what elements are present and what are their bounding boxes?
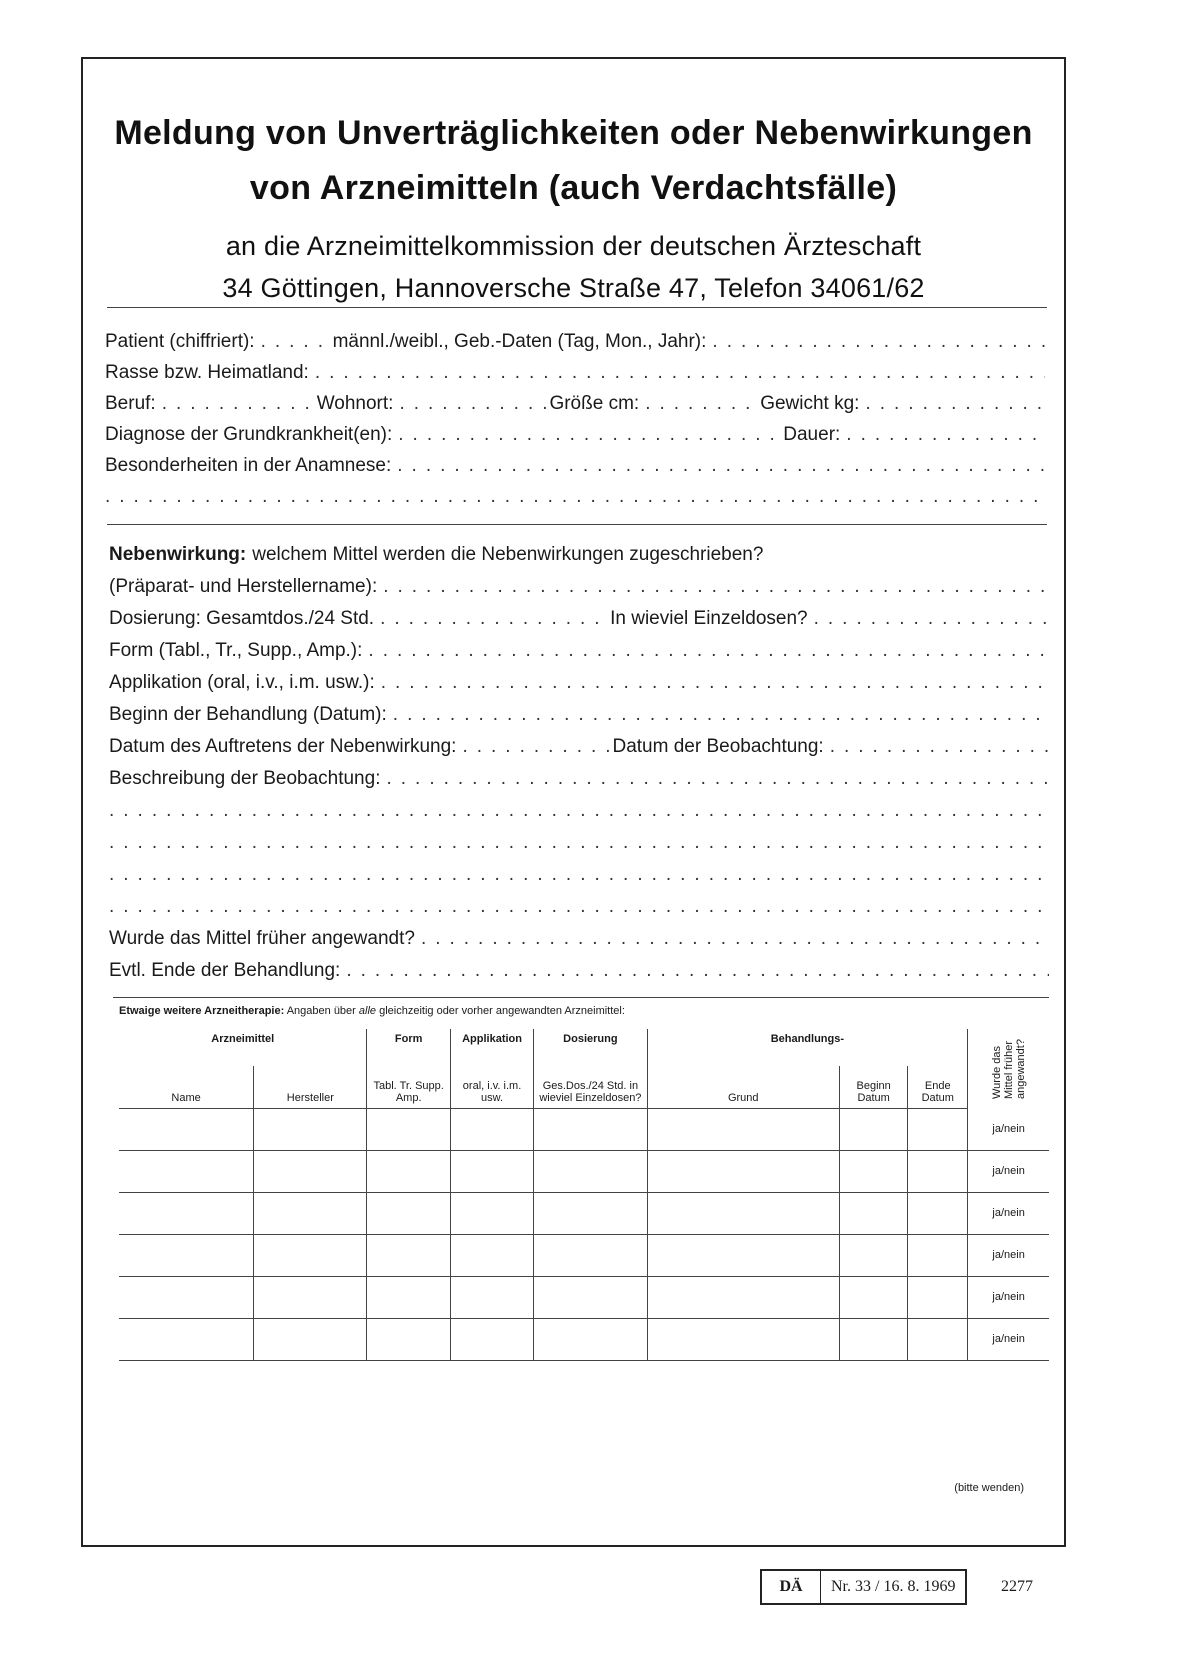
frueher-line	[109, 928, 1049, 958]
journal-abbrev: DÄ	[762, 1571, 821, 1603]
form-cell[interactable]	[367, 1192, 450, 1234]
besonderheiten-label: Besonderheiten in der Anamnese:	[105, 455, 392, 476]
beginn-field[interactable]	[393, 704, 1049, 726]
group-arzneimittel: Arzneimittel	[211, 1033, 275, 1045]
ende-label: Evtl. Ende der Behandlung:	[109, 960, 341, 981]
dob-field[interactable]	[712, 331, 1045, 353]
beginn-cell[interactable]	[839, 1234, 907, 1276]
col-dosierung-title: Dosierung	[563, 1033, 618, 1045]
form-cell[interactable]	[367, 1318, 450, 1360]
sex-dob-label: männl./weibl., Geb.-Daten (Tag, Mon., Jahr):	[332, 331, 707, 352]
rasse-line	[105, 362, 1045, 392]
beobachtung-datum-label: Datum der Beobachtung:	[612, 736, 824, 757]
group-behandlung: Behandlungs-	[770, 1033, 845, 1045]
auftreten-label: Datum des Auftretens der Nebenwirkung:	[109, 736, 457, 757]
diagnose-line	[105, 424, 1045, 454]
page-number: 2277	[1001, 1578, 1033, 1595]
dosierung-cell[interactable]	[534, 1318, 647, 1360]
col-dosierung-sub: Ges.Dos./24 Std. in wieviel Einzeldosen?	[534, 1066, 647, 1109]
ende-line	[109, 960, 1049, 990]
dosierung-cell[interactable]	[534, 1234, 647, 1276]
auftreten-field[interactable]	[462, 736, 612, 758]
dosierung-field[interactable]	[380, 608, 610, 630]
beschreibung-field-4[interactable]	[109, 864, 1049, 886]
form-label: Form (Tabl., Tr., Supp., Amp.):	[109, 640, 363, 661]
form-cell[interactable]	[367, 1234, 450, 1276]
beschreibung-continuation-2	[109, 832, 1049, 862]
beginn-cell[interactable]	[839, 1108, 907, 1150]
praeparat-label: (Präparat- und Herstellername):	[109, 576, 378, 597]
frueher-label: Wurde das Mittel früher angewandt?	[109, 928, 415, 949]
dosierung-label: Dosierung: Gesamtdos./24 Std.	[109, 608, 375, 629]
hersteller-cell[interactable]	[254, 1276, 367, 1318]
beschreibung-label: Beschreibung der Beobachtung:	[109, 768, 381, 789]
ende-cell[interactable]	[908, 1108, 968, 1150]
besonderheiten-field[interactable]	[397, 455, 1045, 477]
ende-cell[interactable]	[908, 1318, 968, 1360]
ja-nein-cell[interactable]: ja/nein	[968, 1108, 1049, 1150]
form-cell[interactable]	[367, 1276, 450, 1318]
col-applikation-sub: oral, i.v. i.m. usw.	[450, 1066, 533, 1109]
applikation-label: Applikation (oral, i.v., i.m. usw.):	[109, 672, 375, 693]
name-cell[interactable]	[119, 1318, 254, 1360]
auftreten-line	[109, 736, 1049, 766]
gewicht-field[interactable]	[865, 393, 1045, 415]
grund-cell[interactable]	[647, 1276, 839, 1318]
groesse-field[interactable]	[645, 393, 760, 415]
beschreibung-continuation-3	[109, 864, 1049, 894]
form-subtitle-line2: 34 Göttingen, Hannoversche Straße 47, Telefon 34061/62	[222, 273, 925, 303]
hersteller-cell[interactable]	[254, 1150, 367, 1192]
nebenwirkung-line	[109, 544, 1049, 574]
wohnort-label: Wohnort:	[316, 393, 394, 414]
grund-cell[interactable]	[647, 1192, 839, 1234]
ja-nein-cell[interactable]: ja/nein	[968, 1150, 1049, 1192]
diagnose-label: Diagnose der Grundkrankheit(en):	[105, 424, 393, 445]
beginn-label: Beginn der Behandlung (Datum):	[109, 704, 387, 725]
header-divider	[107, 307, 1047, 308]
name-cell[interactable]	[119, 1192, 254, 1234]
beschreibung-field-5[interactable]	[109, 896, 1049, 918]
name-cell[interactable]	[119, 1108, 254, 1150]
gewicht-label: Gewicht kg:	[760, 393, 860, 414]
form-cell[interactable]	[367, 1108, 450, 1150]
beruf-field[interactable]	[162, 393, 317, 415]
table-row	[119, 1318, 1049, 1360]
ende-cell[interactable]	[908, 1150, 968, 1192]
nebenwirkung-divider	[113, 997, 1049, 998]
hersteller-cell[interactable]	[254, 1318, 367, 1360]
col-form-title: Form	[394, 1033, 423, 1045]
beschreibung-continuation-4	[109, 896, 1049, 926]
form-subtitle-line1: an die Arzneimittelkommission der deutschen Ärzteschaft	[225, 231, 922, 261]
dauer-label: Dauer:	[783, 424, 841, 445]
wohnort-field[interactable]	[399, 393, 549, 415]
table-row	[119, 1108, 1049, 1150]
dauer-field[interactable]	[846, 424, 1045, 446]
col-hersteller: Hersteller	[254, 1066, 367, 1109]
grund-cell[interactable]	[647, 1108, 839, 1150]
therapy-heading-italic: alle	[358, 1005, 377, 1017]
table-row	[119, 1234, 1049, 1276]
beginn-cell[interactable]	[839, 1192, 907, 1234]
issue-number: Nr. 33 / 16. 8. 1969	[831, 1578, 956, 1595]
beginn-cell[interactable]	[839, 1276, 907, 1318]
table-row	[119, 1192, 1049, 1234]
therapy-table-heading	[119, 1005, 625, 1017]
beruf-label: Beruf:	[105, 393, 156, 414]
grund-cell[interactable]	[647, 1318, 839, 1360]
ja-nein-cell[interactable]: ja/nein	[968, 1192, 1049, 1234]
einzeldosen-field[interactable]	[814, 608, 1049, 630]
bitte-wenden-note: (bitte wenden)	[954, 1482, 1024, 1494]
journal-footer-box	[760, 1569, 967, 1605]
grund-cell[interactable]	[647, 1234, 839, 1276]
frueher-field[interactable]	[421, 928, 1049, 950]
form-title-line2: von Arzneimitteln (auch Verdachtsfälle)	[249, 169, 898, 207]
besonderheiten-field-2[interactable]	[105, 486, 1045, 508]
table-row	[119, 1150, 1049, 1192]
nebenwirkung-bold-label: Nebenwirkung:	[109, 544, 247, 565]
rasse-label: Rasse bzw. Heimatland:	[105, 362, 309, 383]
hersteller-cell[interactable]	[254, 1192, 367, 1234]
applikation-cell[interactable]	[450, 1276, 533, 1318]
beschreibung-field[interactable]	[386, 768, 1049, 790]
dosierung-cell[interactable]	[534, 1108, 647, 1150]
col-form-sub: Tabl. Tr. Supp. Amp.	[367, 1066, 450, 1109]
dosierung-line	[109, 608, 1049, 638]
ja-nein-cell[interactable]: ja/nein	[968, 1234, 1049, 1276]
grund-cell[interactable]	[647, 1150, 839, 1192]
therapy-table	[119, 1029, 1049, 1361]
ende-cell[interactable]	[908, 1234, 968, 1276]
hersteller-cell[interactable]	[254, 1108, 367, 1150]
col-applikation-title: Applikation	[462, 1033, 522, 1045]
ja-nein-cell[interactable]: ja/nein	[968, 1318, 1049, 1360]
applikation-field[interactable]	[381, 672, 1049, 694]
dosierung-cell[interactable]	[534, 1192, 647, 1234]
applikation-cell[interactable]	[450, 1234, 533, 1276]
form-title-line1: Meldung von Unverträglichkeiten oder Nebenwirkungen	[114, 114, 1033, 152]
groesse-label: Größe cm:	[549, 393, 640, 414]
praeparat-line	[109, 576, 1049, 606]
nebenwirkung-question: welchem Mittel werden die Nebenwirkungen zugeschrieben?	[252, 544, 764, 565]
col-beginn: Beginn Datum	[839, 1066, 907, 1109]
ende-field[interactable]	[346, 960, 1049, 982]
therapy-heading-post: gleichzeitig oder vorher angewandten Arzneimittel:	[379, 1005, 625, 1017]
dosierung-cell[interactable]	[534, 1276, 647, 1318]
dosierung-cell[interactable]	[534, 1150, 647, 1192]
beobachtung-datum-field[interactable]	[830, 736, 1049, 758]
applikation-cell[interactable]	[450, 1192, 533, 1234]
patient-field[interactable]	[261, 331, 333, 353]
col-grund: Grund	[647, 1066, 839, 1109]
name-cell[interactable]	[119, 1150, 254, 1192]
beginn-cell[interactable]	[839, 1318, 907, 1360]
besonderheiten-continuation	[105, 486, 1045, 516]
beginn-cell[interactable]	[839, 1150, 907, 1192]
applikation-line	[109, 672, 1049, 702]
form-frame	[81, 57, 1066, 1547]
form-line	[109, 640, 1049, 670]
rasse-field[interactable]	[315, 362, 1045, 384]
name-cell[interactable]	[119, 1234, 254, 1276]
praeparat-field[interactable]	[383, 576, 1049, 598]
beschreibung-line	[109, 768, 1049, 798]
beschreibung-field-3[interactable]	[109, 832, 1049, 854]
form-field[interactable]	[368, 640, 1049, 662]
patient-divider	[107, 524, 1047, 525]
col-ende: Ende Datum	[908, 1066, 968, 1109]
ende-cell[interactable]	[908, 1276, 968, 1318]
ende-cell[interactable]	[908, 1192, 968, 1234]
applikation-cell[interactable]	[450, 1318, 533, 1360]
beschreibung-continuation-1	[109, 800, 1049, 830]
col-name: Name	[119, 1066, 254, 1109]
table-row	[119, 1276, 1049, 1318]
applikation-cell[interactable]	[450, 1150, 533, 1192]
applikation-cell[interactable]	[450, 1108, 533, 1150]
besonderheiten-line	[105, 455, 1045, 485]
hersteller-cell[interactable]	[254, 1234, 367, 1276]
therapy-heading-pre: Angaben über	[286, 1005, 356, 1017]
einzeldosen-label: In wieviel Einzeldosen?	[610, 608, 808, 629]
beschreibung-field-2[interactable]	[109, 800, 1049, 822]
beginn-line	[109, 704, 1049, 734]
name-cell[interactable]	[119, 1276, 254, 1318]
diagnose-field[interactable]	[398, 424, 783, 446]
patient-label: Patient (chiffriert):	[105, 331, 255, 352]
beruf-line	[105, 393, 1045, 423]
form-cell[interactable]	[367, 1150, 450, 1192]
ja-nein-cell[interactable]: ja/nein	[968, 1276, 1049, 1318]
col-frueher: Wurde das Mittel früher angewandt?	[990, 1039, 1027, 1099]
patient-line	[105, 331, 1045, 361]
therapy-heading-bold: Etwaige weitere Arzneitherapie:	[119, 1005, 285, 1017]
